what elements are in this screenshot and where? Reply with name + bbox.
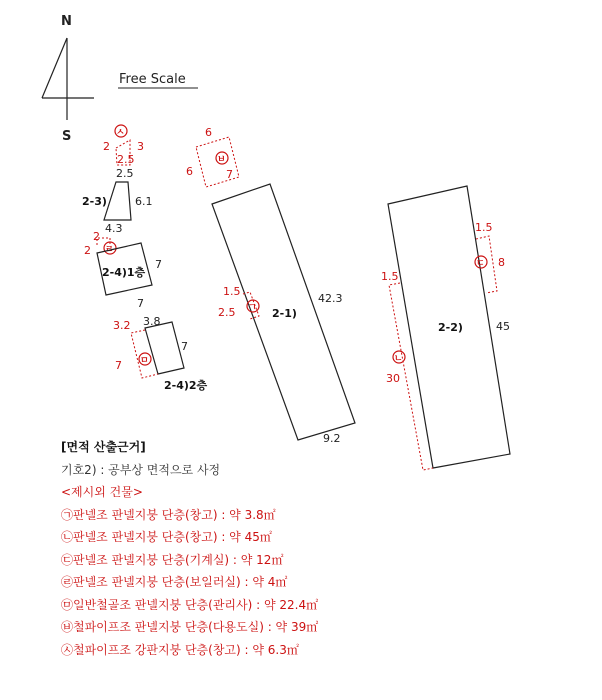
b23-top: 2.5: [116, 167, 134, 180]
annex-item-5: ㉤일반철골조 판넬지붕 단층(관리사) : 약 22.4㎡: [61, 597, 319, 612]
b21-bottom: 9.2: [323, 432, 341, 445]
scale-label: Free Scale: [119, 72, 186, 87]
annex-sa-dim2: 3: [137, 140, 144, 153]
annex-bieup-dim1: 6: [205, 126, 212, 139]
north-arrow: [42, 14, 94, 144]
annex-list-title: <제시외 건물>: [61, 485, 143, 499]
annex-digeut-dim2: 8: [498, 256, 505, 269]
annex-item-4: ㉣판넬조 판넬지붕 단층(보일러실) : 약 4㎡: [61, 575, 288, 589]
annex-sa-dim1: 2: [103, 140, 110, 153]
annex-bieup-dim3: 7: [226, 168, 233, 181]
b24a-side: 7: [155, 258, 162, 271]
south-label: S: [62, 129, 72, 144]
b23-side: 6.1: [135, 195, 153, 208]
b24b-label: 2-4)2층: [164, 379, 208, 392]
annex-giyeok-dim1: 1.5: [223, 285, 241, 298]
annex-giyeok-mark: ㄱ: [248, 303, 257, 313]
annex-digeut-mark: ㄷ: [476, 259, 485, 269]
annex-item-1: ㉠판넬조 판넬지붕 단층(창고) : 약 3.8㎡: [61, 507, 276, 522]
building-2-3: [82, 167, 153, 235]
annex-mieum-dim2: 7: [115, 359, 122, 372]
b24b-top: 3.8: [143, 315, 161, 328]
annex-rieul-dim2: 2: [84, 244, 91, 257]
b23-bottom: 4.3: [105, 222, 123, 235]
annex-bieup: [186, 126, 239, 187]
annex-nieun-mark: ㄴ: [394, 354, 403, 364]
annex-bieup-dim2: 6: [186, 165, 193, 178]
annex-digeut: [475, 221, 505, 293]
annex-mieum-mark: ㅁ: [140, 356, 149, 366]
annex-rieul-dim1: 2: [93, 230, 100, 243]
b23-label: 2-3): [82, 195, 107, 208]
building-2-4-2f: [143, 315, 208, 392]
b22-label: 2-2): [438, 321, 463, 334]
annex-sa: [103, 125, 144, 166]
annex-digeut-dim1: 1.5: [475, 221, 493, 234]
notes-section-title: [면적 산출근거]: [61, 440, 146, 454]
b22-side: 45: [496, 320, 510, 333]
north-label: N: [61, 14, 72, 29]
annex-bieup-mark: ㅂ: [217, 155, 226, 165]
annex-sa-dim3: 2.5: [117, 153, 135, 166]
annex-item-3: ㉢판넬조 판넬지붕 단층(기계실) : 약 12㎡: [61, 552, 284, 567]
b24b-side: 7: [181, 340, 188, 353]
b24a-bottom: 7: [137, 297, 144, 310]
annex-sa-mark: ㅅ: [116, 128, 125, 138]
annex-mieum-dim1: 3.2: [113, 319, 131, 332]
b21-label: 2-1): [272, 307, 297, 320]
annex-nieun-dim1: 1.5: [381, 270, 399, 283]
annex-item-7: ㉦철파이프조 강판지붕 단층(창고) : 약 6.3㎡: [61, 642, 299, 657]
annex-item-2: ㉡판넬조 판넬지붕 단층(창고) : 약 45㎡: [61, 530, 272, 544]
annex-nieun-dim2: 30: [386, 372, 400, 385]
b24a-label: 2-4)1층: [102, 266, 146, 279]
annex-rieul-mark: ㄹ: [105, 245, 114, 255]
area-notes: [61, 436, 591, 661]
annex-item-6: ㉥철파이프조 판넬지붕 단층(다용도실) : 약 39㎡: [61, 620, 319, 634]
annex-giyeok-dim2: 2.5: [218, 306, 236, 319]
notes-basis: 기호2) : 공부상 면적으로 사정: [61, 462, 221, 477]
annex-giyeok: [218, 285, 259, 319]
b21-side: 42.3: [318, 292, 343, 305]
